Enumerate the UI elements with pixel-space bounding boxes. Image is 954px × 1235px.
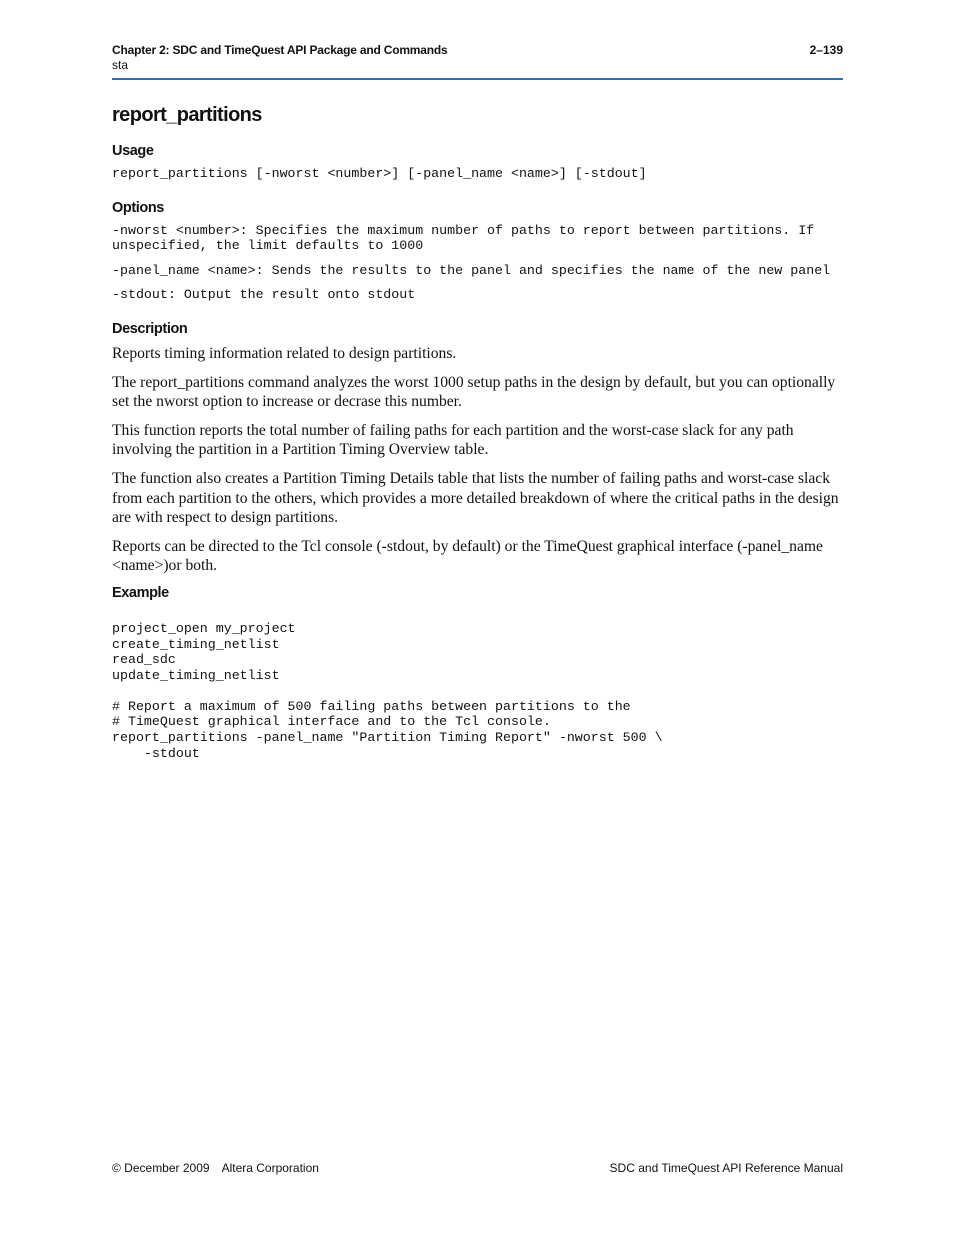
description-paragraph: The function also creates a Partition Timing Details table that lists the number of failing paths and worst-case slack from each partition to the others, which provides a more detailed breakdown of where the critical paths in the design are with respect to design partitions. [112, 469, 839, 527]
description-paragraph: This function reports the total number of failing paths for each partition and the worst-case slack for any path involving the partition in a Partition Timing Overview table. [112, 421, 794, 459]
page-content [112, 104, 844, 761]
chapter-title: Chapter 2: SDC and TimeQuest API Package and Commands [112, 43, 448, 57]
option-stdout: -stdout: Output the result onto stdout [112, 287, 416, 303]
usage-heading: Usage [112, 143, 154, 159]
description-paragraph: The report_partitions command analyzes the worst 1000 setup paths in the design by default, but you can optionally set the nworst option to increase or decrase this number. [112, 373, 836, 411]
code-line: # Report a maximum of 500 failing paths between partitions to the [112, 698, 631, 714]
page-number: 2–139 [809, 43, 843, 57]
code-blank-line [112, 683, 844, 699]
options-heading: Options [112, 199, 164, 216]
example-code-block [112, 621, 844, 761]
section-name: sta [112, 58, 129, 72]
description-paragraph: Reports can be directed to the Tcl console (-stdout, by default) or the TimeQuest graphical interface (-panel_name <name>)or both. [112, 537, 823, 575]
code-line: update_timing_netlist [112, 667, 280, 683]
page-header [112, 42, 843, 80]
code-line: -stdout [112, 745, 200, 761]
description-paragraph: Reports timing information related to design partitions. [112, 344, 457, 362]
command-title: report_partitions [112, 104, 262, 126]
description-heading: Description [112, 320, 188, 337]
usage-code: report_partitions [-nworst <number>] [-panel_name <name>] [-stdout] [112, 166, 647, 181]
code-line: read_sdc [112, 652, 176, 668]
code-line: # TimeQuest graphical interface and to the Tcl console. [112, 714, 551, 730]
option-nworst: -nworst <number>: Specifies the maximum number of paths to report between partitions. If unspecified, the limit defaults to 1000 [112, 222, 815, 254]
company-name: Altera Corporation [221, 1161, 319, 1175]
code-line: create_timing_netlist [112, 636, 280, 652]
code-line: project_open my_project [112, 620, 296, 636]
copyright-date: © December 2009 [112, 1161, 210, 1175]
manual-title: SDC and TimeQuest API Reference Manual [609, 1161, 843, 1175]
option-panel-name: -panel_name <name>: Sends the results to the panel and specifies the name of the new panel [112, 262, 831, 278]
example-heading: Example [112, 584, 169, 601]
code-line: report_partitions -panel_name "Partition Timing Report" -nworst 500 \ [112, 730, 663, 746]
footer-left [112, 1161, 319, 1175]
